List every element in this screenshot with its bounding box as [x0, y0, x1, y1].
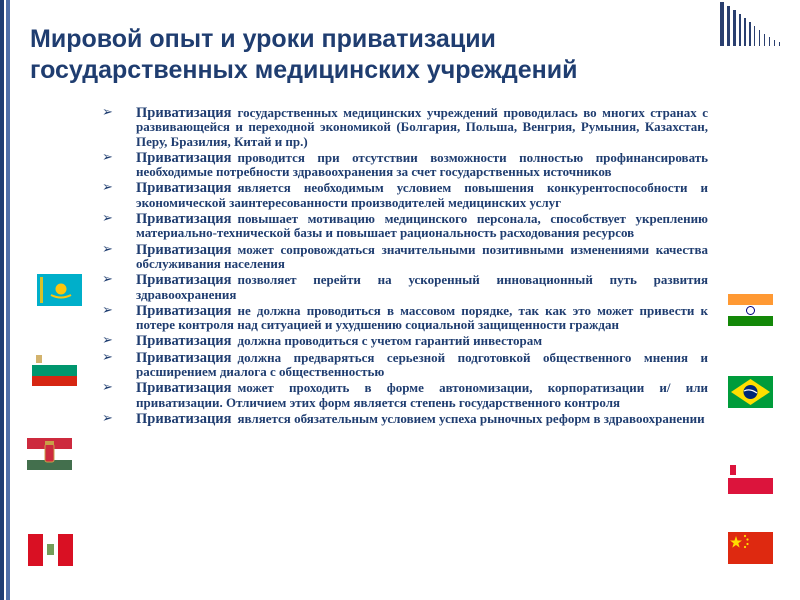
title-line-1: Мировой опыт и уроки приватизации: [30, 25, 496, 53]
arrow-icon: ➢: [102, 211, 113, 227]
bullet-keyword: Приватизация: [136, 410, 232, 427]
decor-bar: [727, 6, 730, 46]
decor-bar: [769, 37, 770, 46]
bullet-text: является необходимым условием повышения конкурентоспособности и экономической заинтересованности производителей медицинских услуг: [136, 180, 708, 210]
bullet-keyword: Приватизация: [136, 349, 232, 366]
bullet-item: [102, 243, 708, 272]
poland-flag: [728, 462, 773, 494]
arrow-icon: ➢: [102, 180, 113, 196]
bullet-item: [102, 212, 708, 241]
left-decor-rail: [0, 0, 10, 600]
decor-bar: [739, 14, 741, 46]
bullet-text: повышает мотивацию медицинского персонала, способствует укреплению материально-технической базы и повышает рациональность расходования ресурсов: [136, 211, 708, 241]
bullet-keyword: Приватизация: [136, 302, 232, 319]
arrow-icon: ➢: [102, 241, 113, 257]
india-flag: [728, 294, 773, 326]
bullet-text: позволяет перейти на ускоренный инновационный путь развития здравоохранения: [136, 272, 708, 302]
bullet-item: [102, 106, 708, 149]
bullet-text: может сопровождаться значительными позитивными изменениями качества обслуживания населения: [136, 241, 708, 271]
bullet-keyword: Приватизация: [136, 241, 232, 258]
hungary-flag: [27, 438, 72, 470]
bullet-item: [102, 304, 708, 333]
bullet-item: [102, 151, 708, 180]
bullet-item: [102, 412, 708, 426]
bullet-keyword: Приватизация: [136, 380, 232, 397]
arrow-icon: ➢: [102, 272, 113, 288]
bullet-text: должна предваряться серьезной подготовкой общественного мнения и расширением диалога с общественностью: [136, 349, 708, 380]
bullet-item: [102, 351, 708, 380]
decor-bar: [779, 42, 780, 46]
bullet-keyword: Приватизация: [136, 333, 232, 350]
arrow-icon: ➢: [102, 302, 113, 318]
bullet-text: может проходить в форме автономизации, корпоратизации и/ или приватизации. Отличием этих форм является степень государственного контроля: [136, 380, 708, 410]
bullet-text: не должна проводиться в массовом порядке, так как это может привести к потере контроля над ситуацией и ухудшению социальной защищенности граждан: [136, 302, 708, 333]
bullet-item: [102, 381, 708, 410]
peru-flag: [28, 534, 73, 566]
decor-bar: [720, 2, 724, 46]
bullet-keyword: Приватизация: [136, 211, 232, 228]
bullet-text: государственных медицинских учреждений проводилась во многих странах с развивающейся и переходной экономикой (Болгария, Польша, Венгрия, Румыния, Казахстан, Перу, Бразилия, Китай и пр.): [136, 105, 708, 149]
arrow-icon: ➢: [102, 410, 113, 426]
bullet-keyword: Приватизация: [136, 272, 232, 289]
title-line-2: государственных медицинских учреждений: [30, 56, 578, 84]
bullet-keyword: Приватизация: [136, 180, 232, 197]
brazil-flag: [728, 376, 773, 408]
bullet-text: проводится при отсутствии возможности полностью профинансировать необходимые потребности здравоохранения за счет государственных источников: [136, 149, 708, 180]
kazakhstan-flag: [37, 274, 82, 306]
decor-bar: [764, 34, 765, 46]
arrow-icon: ➢: [102, 380, 113, 396]
arrow-icon: ➢: [102, 149, 113, 165]
bullet-text: должна проводиться с учетом гарантий инвесторам: [237, 333, 543, 349]
bullet-keyword: Приватизация: [136, 149, 232, 166]
decor-bar: [774, 40, 775, 46]
decor-bar: [749, 22, 751, 46]
bullet-keyword: Приватизация: [136, 105, 232, 121]
arrow-icon: ➢: [102, 105, 113, 120]
bullet-item: [102, 181, 708, 210]
bullet-list: [102, 106, 708, 428]
decorative-bars: [718, 2, 798, 46]
china-flag: [728, 532, 773, 564]
bullet-text: является обязательным условием успеха рыночных реформ в здравоохранении: [237, 410, 705, 426]
bullet-item: [102, 273, 708, 302]
bullet-item: [102, 334, 708, 348]
decor-bar: [754, 26, 755, 46]
decor-bar: [744, 18, 746, 46]
arrow-icon: ➢: [102, 349, 113, 365]
arrow-icon: ➢: [102, 333, 113, 349]
page-title: [30, 24, 710, 86]
decor-bar: [733, 10, 736, 46]
decor-bar: [759, 30, 760, 46]
bulgaria-flag: [32, 354, 77, 386]
